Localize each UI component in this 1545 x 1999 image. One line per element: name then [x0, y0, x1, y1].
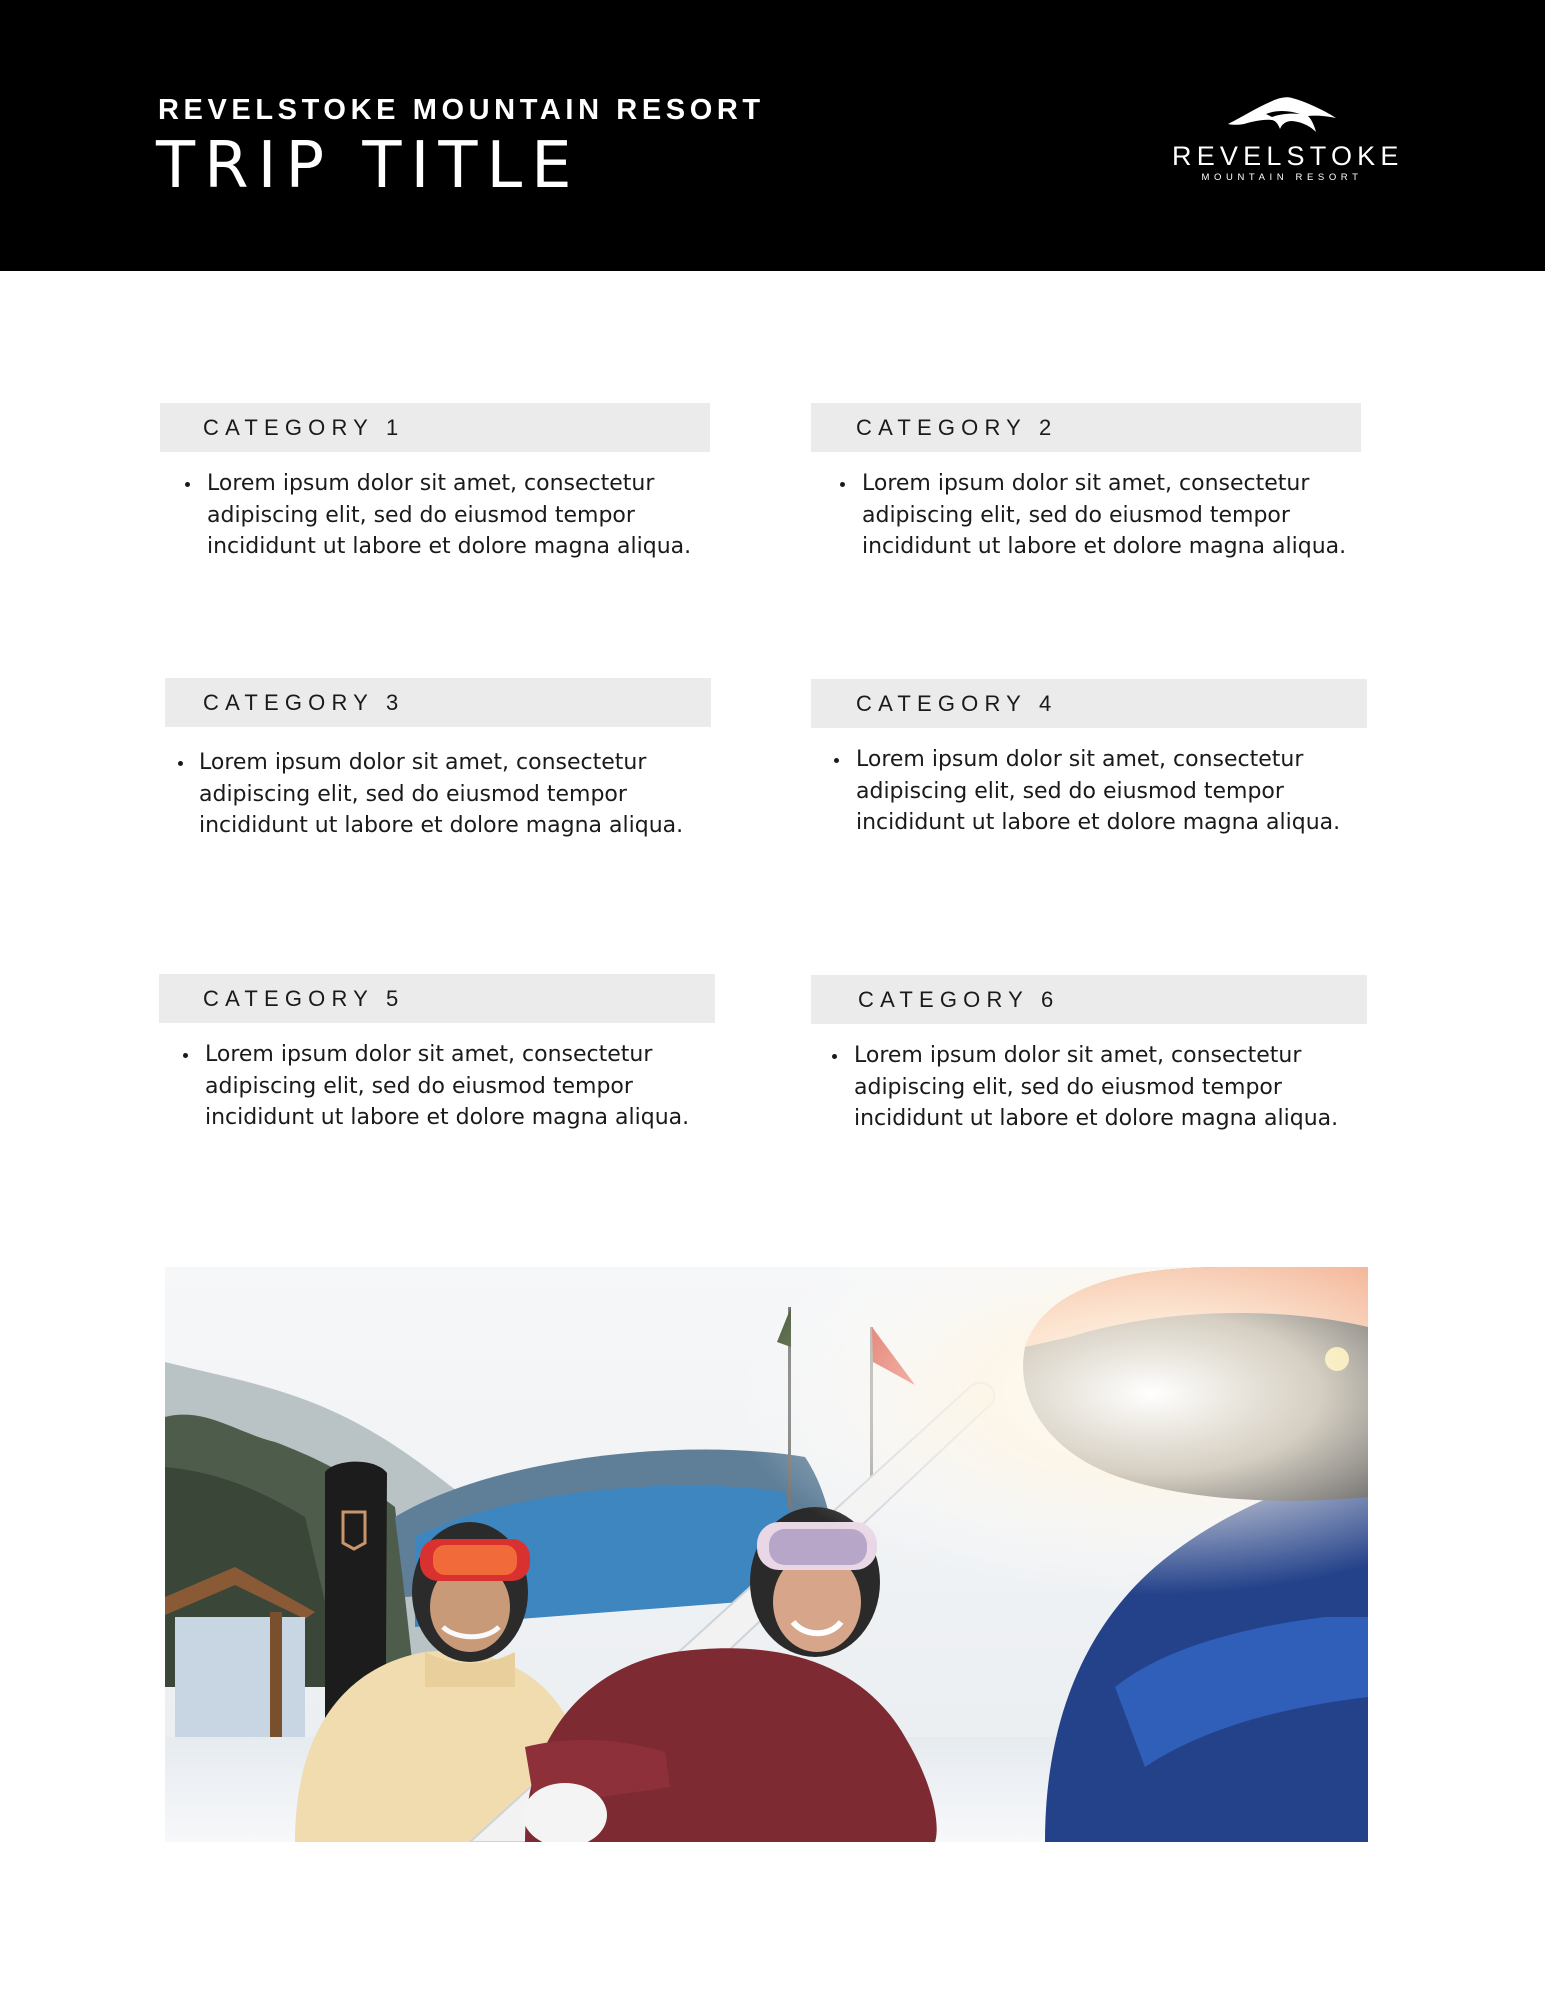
category-block-2 [811, 403, 1361, 563]
category-bullet-list [811, 468, 1361, 563]
bullet-line: incididunt ut labore et dolore magna aliqua. [862, 534, 1347, 559]
bullet-line: Lorem ipsum dolor sit amet, consectetur [862, 471, 1310, 496]
bullet-icon [183, 1053, 188, 1058]
resort-logo [1172, 92, 1404, 188]
bullet-line: Lorem ipsum dolor sit amet, consectetur [207, 471, 655, 496]
bullet-line: Lorem ipsum dolor sit amet, consectetur [199, 750, 647, 775]
category-bullet-list [159, 1039, 715, 1134]
bullet-icon [840, 482, 845, 487]
category-title: CATEGORY 2 [856, 415, 1058, 440]
bullet-item [811, 744, 1367, 839]
category-bullet-list [811, 1040, 1367, 1135]
category-header-bar [159, 974, 715, 1023]
bullet-line: adipiscing elit, sed do eiusmod tempor [862, 502, 1290, 528]
category-header-bar [811, 975, 1367, 1024]
category-header-bar [811, 679, 1367, 728]
bullet-line: incididunt ut labore et dolore magna aliqua. [207, 534, 692, 559]
category-block-5 [159, 974, 715, 1134]
category-block-6 [811, 975, 1367, 1135]
bullet-item [159, 1039, 715, 1134]
bullet-item [811, 468, 1361, 563]
category-header-bar [811, 403, 1361, 452]
category-title: CATEGORY 5 [203, 986, 405, 1011]
bullet-line: adipiscing elit, sed do eiusmod tempor [854, 1074, 1282, 1100]
category-title: CATEGORY 1 [203, 415, 405, 440]
bullet-line: adipiscing elit, sed do eiusmod tempor [856, 778, 1284, 804]
bullet-line: incididunt ut labore et dolore magna aliqua. [205, 1105, 690, 1130]
category-title: CATEGORY 6 [858, 987, 1060, 1012]
logo-wordmark: REVELSTOKE [1172, 141, 1404, 171]
header-band [0, 0, 1545, 271]
category-bullet-list [165, 747, 711, 842]
category-block-1 [160, 403, 710, 563]
bullet-icon [832, 1054, 837, 1059]
bullet-icon [834, 758, 839, 763]
bullet-icon [185, 482, 190, 487]
resort-name: REVELSTOKE MOUNTAIN RESORT [158, 94, 765, 126]
bullet-line: incididunt ut labore et dolore magna aliqua. [856, 810, 1341, 835]
bullet-line: Lorem ipsum dolor sit amet, consectetur [854, 1043, 1302, 1068]
trip-title: TRIP TITLE [156, 129, 581, 203]
skiers-photo-illustration [165, 1267, 1368, 1842]
bullet-line: adipiscing elit, sed do eiusmod tempor [199, 781, 627, 807]
category-header-bar [160, 403, 710, 452]
skiers-photo [165, 1267, 1368, 1842]
bullet-line: Lorem ipsum dolor sit amet, consectetur [205, 1042, 653, 1067]
category-title: CATEGORY 4 [856, 691, 1058, 716]
category-bullet-list [160, 468, 710, 563]
bullet-item [160, 468, 710, 563]
bullet-item [811, 1040, 1367, 1135]
logo-subtitle: MOUNTAIN RESORT [1201, 172, 1363, 183]
category-header-bar [165, 678, 711, 727]
bullet-line: adipiscing elit, sed do eiusmod tempor [205, 1073, 633, 1099]
category-bullet-list [811, 744, 1367, 839]
category-title: CATEGORY 3 [203, 690, 405, 715]
bullet-item [165, 747, 711, 842]
bullet-icon [178, 761, 183, 766]
mountain-logo-icon [1226, 94, 1338, 140]
category-block-4 [811, 679, 1367, 839]
bullet-line: Lorem ipsum dolor sit amet, consectetur [856, 747, 1304, 772]
bullet-line: incididunt ut labore et dolore magna aliqua. [199, 813, 684, 838]
bullet-line: adipiscing elit, sed do eiusmod tempor [207, 502, 635, 528]
bullet-line: incididunt ut labore et dolore magna aliqua. [854, 1106, 1339, 1131]
category-block-3 [165, 678, 711, 842]
